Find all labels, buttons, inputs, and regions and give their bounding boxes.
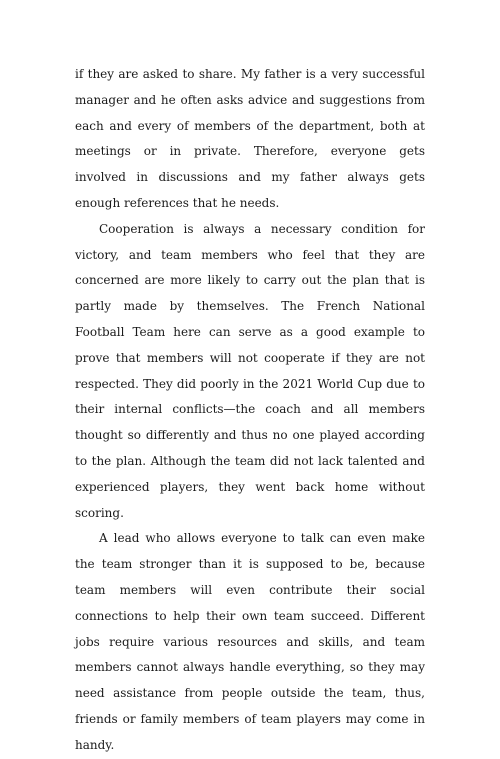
paragraph-cooperation: Cooperation is always a necessary condition for victory, and team members who feel that they are concerned are more likely to carry out the plan that is partly made by themselves. The French National Football Team here can serve as a good example to prove that members will not cooperate if they are not respected. They did poorly in the 2021 World Cup due to their internal conflicts—the coach and all members thought so differently and thus no one played according to the plan. Although the team did not lack talented and experienced players, they went back home without scoring. <box>75 221 425 520</box>
paragraph-lead: A lead who allows everyone to talk can even make the team stronger than it is supposed to be, because team members will even contribute their social connections to help their own team succeed. Different jobs require various resources and skills, and team members cannot always handle everything, so they may need assistance from people outside the team, thus, friends or family members of team players may come in handy. <box>75 531 425 752</box>
paragraph-continued: if they are asked to share. My father is a very successful manager and he often asks advice and suggestions from each and every of members of the department, both at meetings or in private. Therefore, everyone gets involved in discussions and my father always gets enough references that he needs. <box>75 67 425 210</box>
document-body <box>75 62 425 759</box>
